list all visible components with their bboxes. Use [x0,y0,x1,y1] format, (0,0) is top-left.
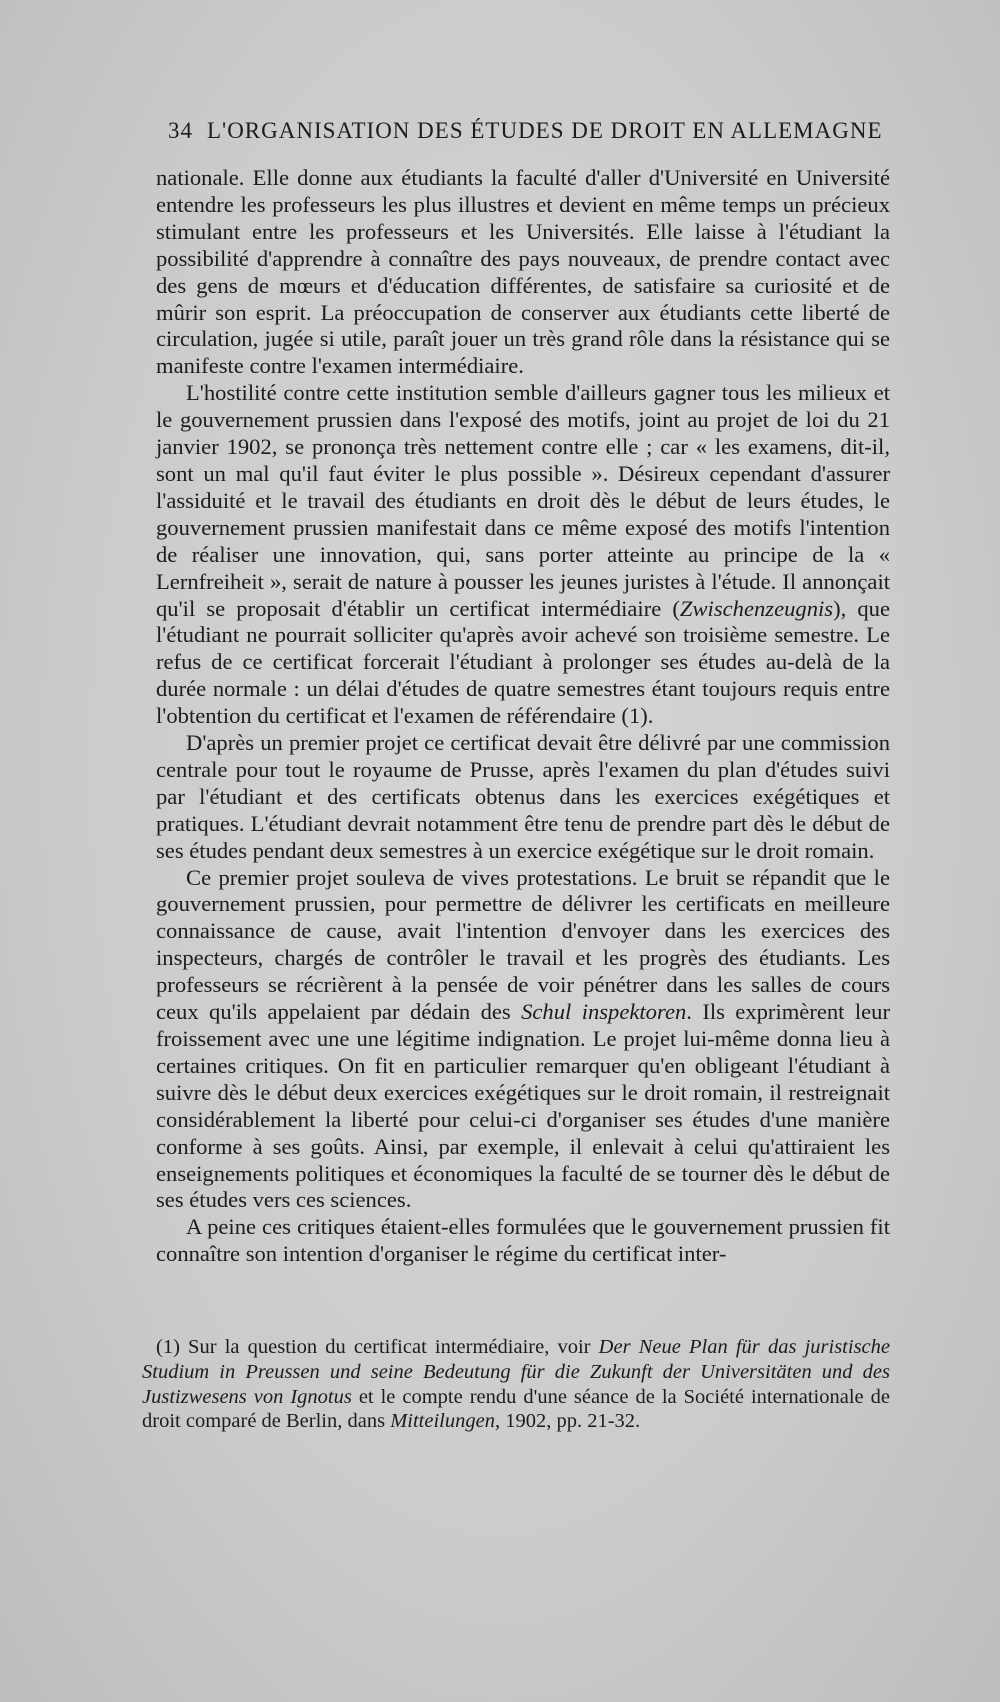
paragraph-3: D'après un premier projet ce certificat devait être délivré par une commission centrale pour tout le royaume de Prusse, après l'examen du plan d'études suivi par l'étudiant et des certificats obtenus dans les exercices exégétiques et pratiques. L'étudiant devrait notamment être tenu de prendre part dès le début de ses études pendant deux semestres à un exercice exégétique sur le droit romain. [156,730,890,863]
paragraph-1: nationale. Elle donne aux étudiants la faculté d'aller d'Université en Université entendre les professeurs les plus illustres et devient en même temps un précieux stimulant entre les professeurs et les Universités. Elle laisse à l'étudiant la possibilité d'apprendre à connaître des pays nouveaux, de prendre contact avec des gens de mœurs et d'éducation différentes, de satisfaire sa curiosité et de mûrir son esprit. La préoccupation de conserver aux étudiants cette liberté de circulation, jugée si utile, paraît jouer un très grand rôle dans la résistance qui se manifeste contre l'examen intermédiaire. [156,165,890,379]
body-text [156,165,890,1268]
footnote-title-2: Mitteilungen [390,1410,495,1433]
paragraph-4-text-b: . Ils exprimèrent leur froissement avec une une légitime indignation. Le projet lui-même donna lieu à certaines critiques. On fit en particulier remarquer qu'en obligeant l'étudiant à suivre dès le début deux exercices exégétiques sur le droit romain, il restreignait considérablement la liberté pour celui-ci d'organiser ses études d'une manière conforme à ses goûts. Ainsi, par exemple, il enlevait à celui qu'attiraient les enseignements politiques et économiques la faculté de se tourner dès le début de ses études vers ces sciences. [156,999,890,1213]
paragraph-5: A peine ces critiques étaient-elles formulées que le gouvernement prussien fit connaître son intention d'organiser le régime du certificat inter- [156,1214,890,1267]
paragraph-4 [156,865,890,1215]
running-title: L'ORGANISATION DES ÉTUDES DE DROIT EN ALLEMAGNE [207,118,883,143]
footnote-title-1: Der Neue Plan für das juristische Studium in Preussen und seine Bedeutung für die Zukunft der Universitäten und des Justizwesens von Ignotus [142,1336,890,1408]
footnote-1 [142,1335,890,1434]
term-zwischenzeugnis: Zwischenzeugnis [679,595,834,621]
paragraph-2 [156,380,890,730]
paragraph-2-text-a: L'hostilité contre cette institution semble d'ailleurs gagner tous les milieux et le gouvernement prussien dans l'exposé des motifs, joint au projet de loi du 21 janvier 1902, se prononça très nettement contre elle ; car « les examens, dit-il, sont un mal qu'il faut éviter le plus possible ». Désireux cependant d'assurer l'assiduité et le travail des étudiants en droit dès le début de leurs études, le gouvernement prussien manifestait dans ce même exposé des motifs l'intention de réaliser une innovation, qui, sans porter atteinte au principe de la « Lernfreiheit », serait de nature à pousser les jeunes juristes à l'étude. Il annonçait qu'il se proposait d'établir un certificat intermédiaire ( [156,380,890,621]
paragraph-4-text-a: Ce premier projet souleva de vives protestations. Le bruit se répandit que le gouvernement prussien, pour permettre de délivrer les certificats en meilleure connaissance de cause, avait l'intention d'envoyer dans les exercices des inspecteurs, chargés de contrôler le travail et les progrès des étudiants. Les professeurs se récrièrent à la pensée de voir pénétrer dans les salles de cours ceux qu'ils appelaient par dédain des [156,864,890,1025]
footnote-lead: (1) Sur la question du certificat intermédiaire, voir [156,1336,599,1358]
footnote-mid: et le compte rendu d'une séance de la Société internationale de droit comparé de Berlin, dans [142,1385,890,1433]
paragraph-2-text-b: ), que l'étudiant ne pourrait solliciter qu'après avoir achevé son troisième semestre. Le refus de ce certificat forcerait l'étudiant à prolonger ses études au-delà de la durée normale : un délai d'études de quatre semestres étant toujours requis entre l'obtention du certificat et l'examen de référendaire (1). [156,595,890,729]
footnote-area [142,1335,890,1434]
footnote-tail: , 1902, pp. 21-32. [494,1410,641,1433]
running-header [168,118,888,144]
page-number: 34 [168,118,193,143]
term-schul-inspektoren: Schul inspektoren [521,999,687,1025]
